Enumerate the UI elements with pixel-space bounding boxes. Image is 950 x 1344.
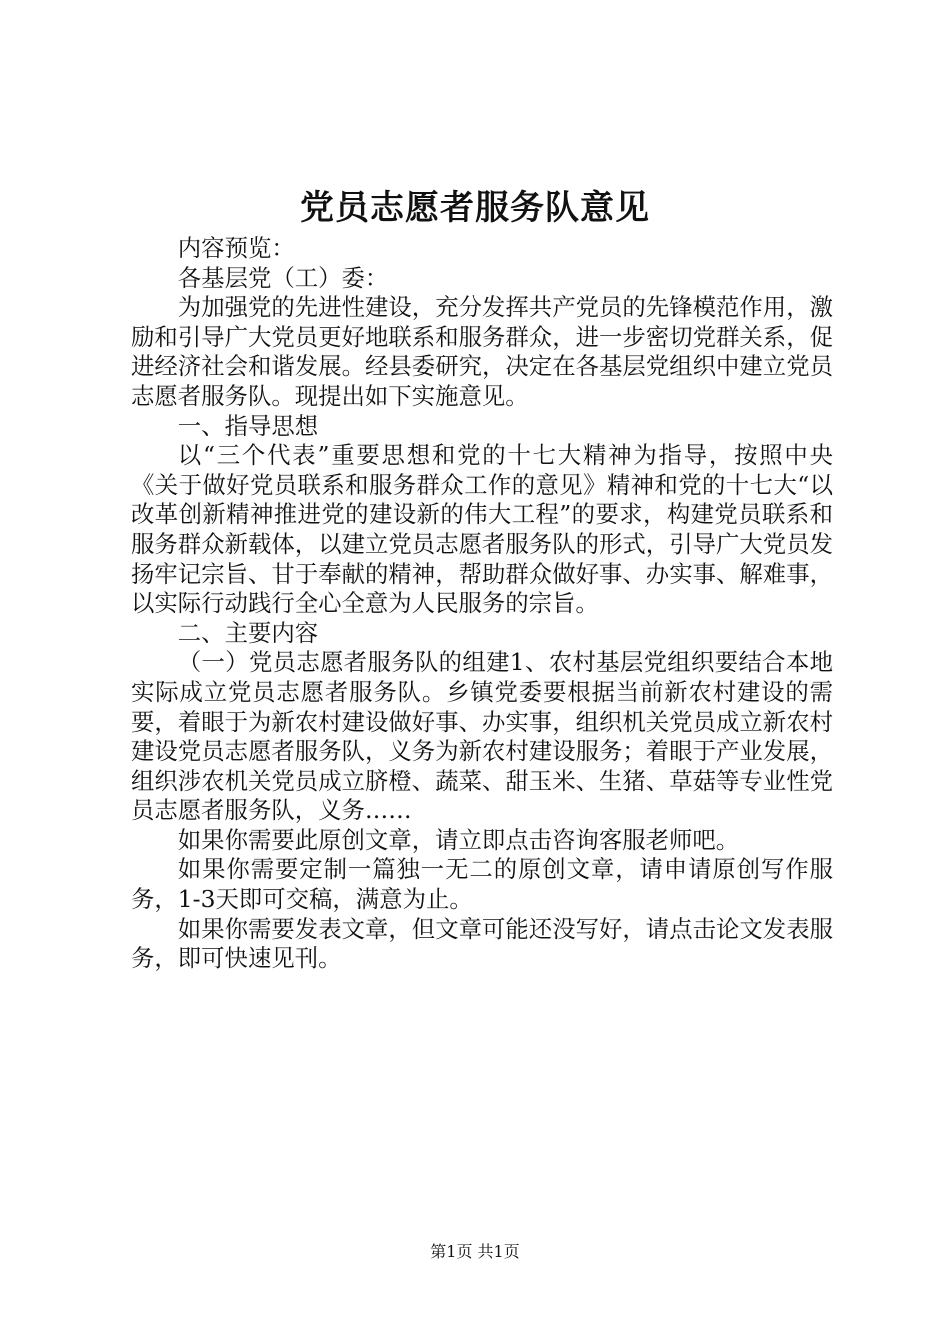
promo-custom-writing-paragraph: 如果你需要定制一篇独一无二的原创文章，请申请原创写作服务，1-3天即可交稿，满意为止。: [131, 855, 833, 914]
section-heading-main-content: 二、主要内容: [177, 618, 319, 647]
promo-publish-paragraph: 如果你需要发表文章，但文章可能还没写好，请点击论文发表服务，即可快速见刊。: [131, 914, 833, 973]
salutation: 各基层党（工）委：: [177, 263, 389, 292]
page-number-footer: 第1页 共1页: [430, 1242, 520, 1261]
intro-paragraph: 为加强党的先进性建设，充分发挥共产党员的先锋模范作用，激励和引导广大党员更好地联系和服务群众，进一步密切党群关系，促进经济社会和谐发展。经县委研究，决定在各基层党组织中建立党员志愿者服务队。现提出如下实施意见。: [131, 293, 833, 410]
document-body: [131, 234, 833, 974]
preview-label: 内容预览：: [177, 234, 295, 262]
document-title: 党员志愿者服务队意见: [300, 188, 650, 228]
main-content-paragraph: （一）党员志愿者服务队的组建1、农村基层党组织要结合本地实际成立党员志愿者服务队。乡镇党委要根据当前新农村建设的需要，着眼于为新农村建设做好事、办实事，组织机关党员成立新农村建设党员志愿者服务队，义务为新农村建设服务；着眼于产业发展，组织涉农机关党员成立脐橙、蔬菜、甜玉米、生猪、草菇等专业性党员志愿者服务队，义务……: [131, 648, 833, 825]
section-heading-guiding-thought: 一、指导思想: [177, 411, 319, 440]
guiding-thought-paragraph: 以“三个代表”重要思想和党的十七大精神为指导，按照中央《关于做好党员联系和服务群众工作的意见》精神和党的十七大“以改革创新精神推进党的建设新的伟大工程”的要求，构建党员联系和服务群众新载体，以建立党员志愿者服务队的形式，引导广大党员发扬牢记宗旨、甘于奉献的精神，帮助群众做好事、办实事、解难事，以实际行动践行全心全意为人民服务的宗旨。: [131, 441, 833, 618]
promo-consult-paragraph: 如果你需要此原创文章，请立即点击咨询客服老师吧。: [177, 825, 740, 854]
